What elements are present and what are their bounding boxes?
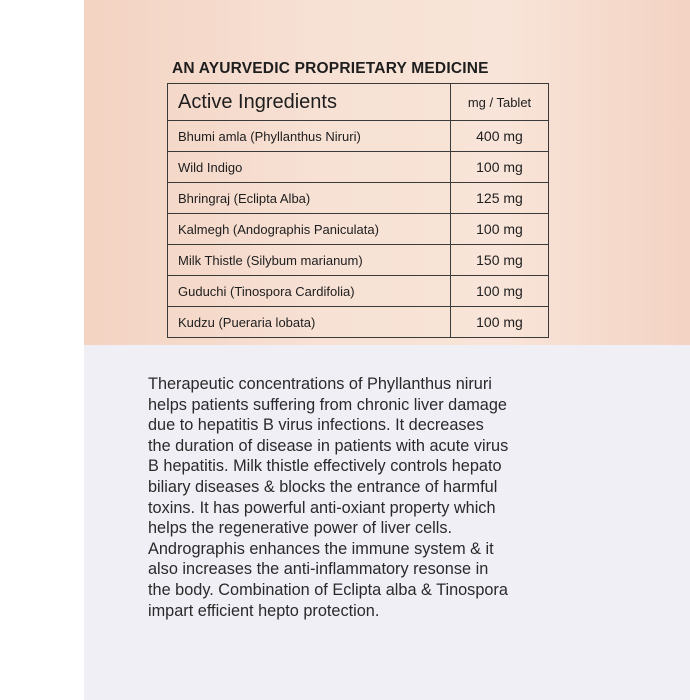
table-row [168,214,549,245]
ingredient-name: Bhringraj (Eclipta Alba) [168,183,451,214]
ingredient-qty: 125 mg [451,183,549,214]
description-line: the duration of disease in patients with acute virus [148,436,509,455]
ingredient-qty: 100 mg [451,152,549,183]
header-quantity: mg / Tablet [451,84,549,121]
ingredient-name: Guduchi (Tinospora Cardifolia) [168,276,451,307]
description-line: Andrographis enhances the immune system & it [148,539,494,558]
description-line: impart efficient hepto protection. [148,601,380,620]
description-line: the body. Combination of Eclipta alba & Tinospora [148,580,508,599]
ingredient-qty: 400 mg [451,121,549,152]
description-text [148,374,568,621]
description-line: B hepatitis. Milk thistle effectively controls hepato [148,457,502,476]
description-line: helps the regenerative power of liver cells. [148,519,453,538]
header-ingredient: Active Ingredients [168,84,451,121]
left-margin [0,0,84,700]
description-line: also increases the anti-inflammatory resonse in [148,560,489,579]
table-row [168,307,549,338]
description-line: biliary diseases & blocks the entrance of harmful [148,477,498,496]
description-line: Therapeutic concentrations of Phyllanthus niruri [148,375,492,393]
ingredient-name: Milk Thistle (Silybum marianum) [168,245,451,276]
description-line: helps patients suffering from chronic liver damage [148,395,507,414]
table-row [168,121,549,152]
table-row [168,276,549,307]
ingredient-name: Wild Indigo [168,152,451,183]
ingredient-name: Kalmegh (Andographis Paniculata) [168,214,451,245]
section-heading: AN AYURVEDIC PROPRIETARY MEDICINE [172,60,489,77]
ingredient-qty: 150 mg [451,245,549,276]
table-row [168,245,549,276]
ingredient-qty: 100 mg [451,276,549,307]
ingredient-qty: 100 mg [451,307,549,338]
ingredient-qty: 100 mg [451,214,549,245]
ingredient-name: Kudzu (Pueraria lobata) [168,307,451,338]
table-header-row [168,84,549,121]
table-row [168,183,549,214]
ingredients-table [167,83,549,338]
description-line: toxins. It has powerful anti-oxiant property which [148,498,496,517]
description-line: due to hepatitis B virus infections. It decreases [148,416,484,435]
ingredient-name: Bhumi amla (Phyllanthus Niruri) [168,121,451,152]
table-row [168,152,549,183]
